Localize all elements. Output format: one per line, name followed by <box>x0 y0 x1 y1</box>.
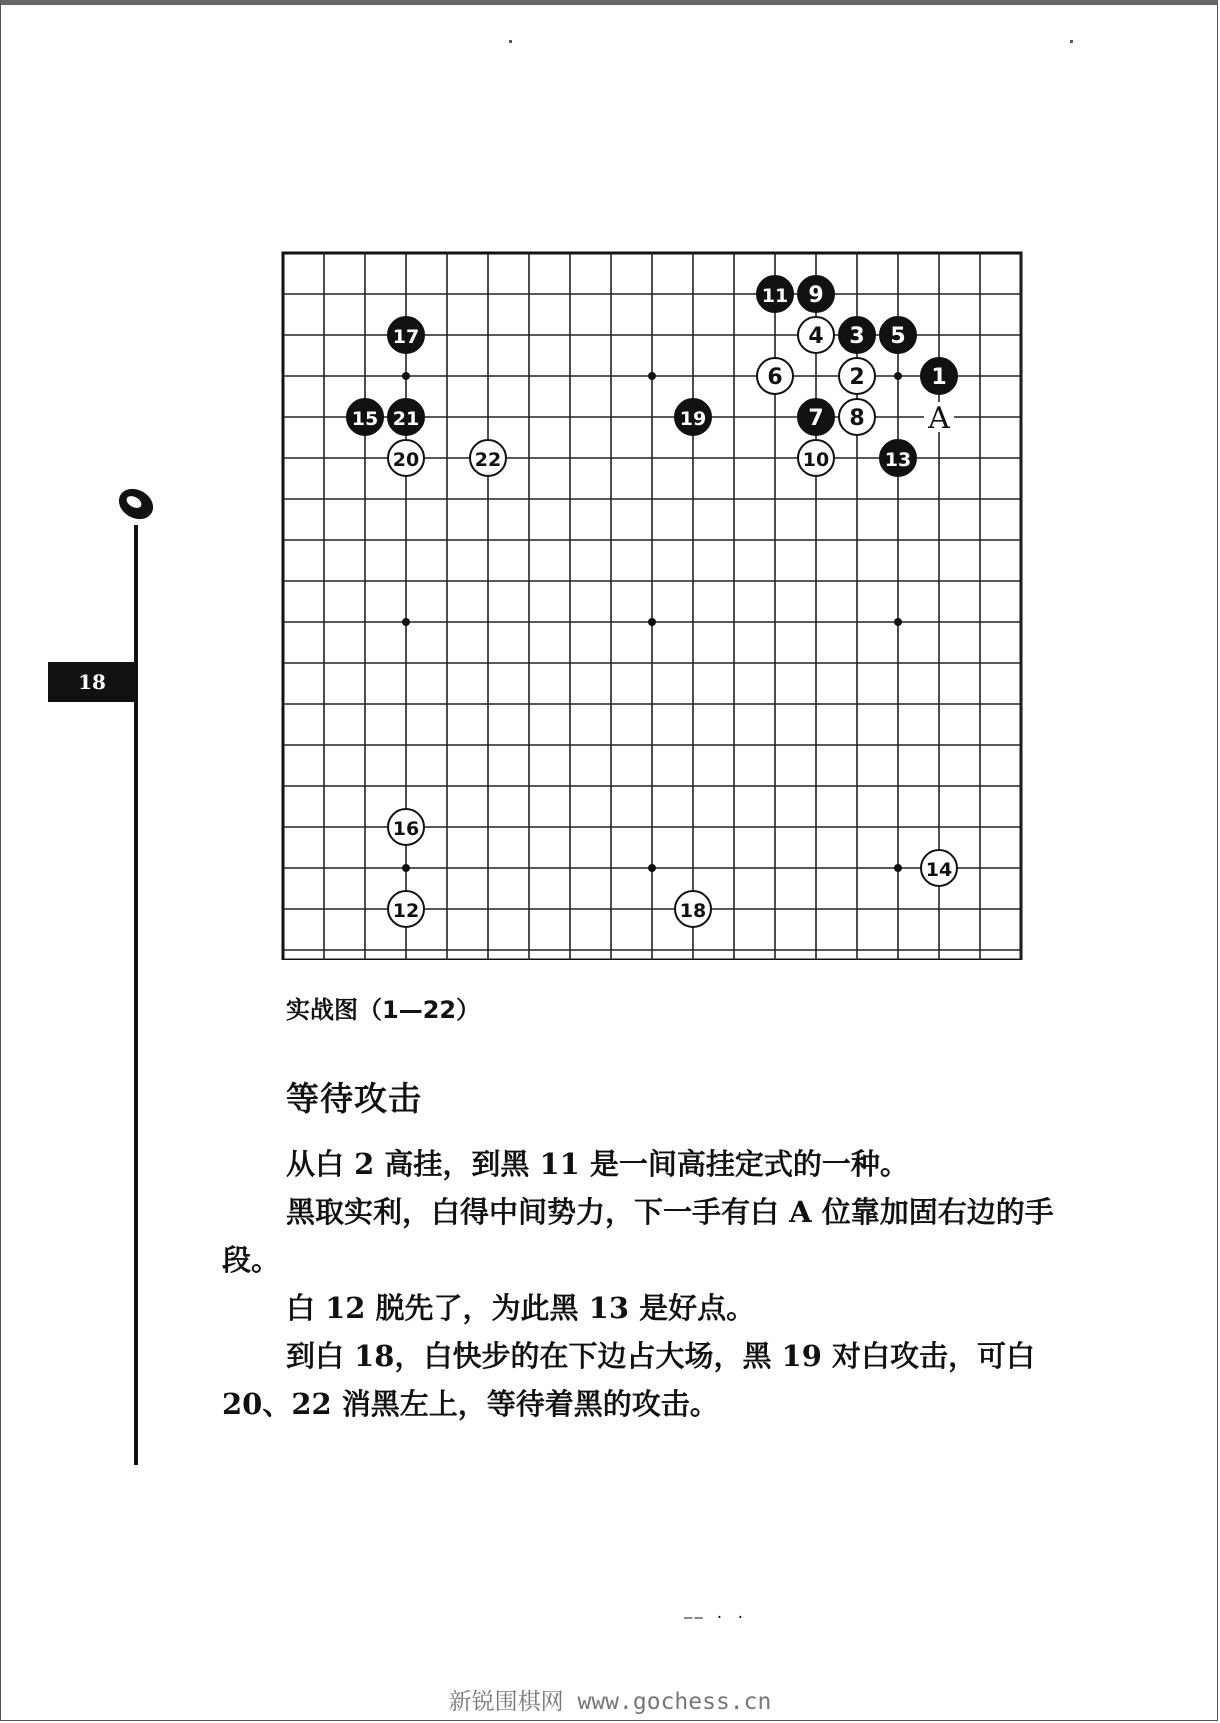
stone-number: 19 <box>679 408 707 430</box>
stone-number: 12 <box>392 900 420 922</box>
stone-number: 21 <box>392 408 420 430</box>
go-board-diagram <box>280 250 1030 960</box>
figure-caption: 实战图（1—22） <box>286 996 481 1024</box>
paragraph: 从白 2 高挂，到黑 11 是一间高挂定式的一种。 <box>286 1147 909 1181</box>
star-point <box>894 372 902 380</box>
stone-number: 11 <box>761 285 789 307</box>
position-marker-label: A <box>928 401 950 436</box>
stone-number: 2 <box>849 365 865 390</box>
stone-number: 3 <box>849 324 865 349</box>
stone-number: 9 <box>808 283 824 308</box>
paragraph: 黑取实利，白得中间势力，下一手有白 A 位靠加固右边的手段。 <box>222 1195 1054 1277</box>
stone-number: 16 <box>392 818 420 840</box>
stone-number: 6 <box>767 365 783 390</box>
stone-number: 14 <box>925 859 953 881</box>
footer-mark: —— · · <box>684 1610 747 1626</box>
section-heading: 等待攻击 <box>286 1079 422 1118</box>
stone-number: 4 <box>808 324 824 349</box>
star-point <box>894 618 902 626</box>
stone-number: 8 <box>849 406 865 431</box>
scan-speck <box>509 40 512 43</box>
watermark: 新锐围棋网 www.gochess.cn <box>448 1689 772 1715</box>
stone-number: 1 <box>931 365 947 390</box>
go-stone-ornament-icon <box>114 482 158 526</box>
page-number: 18 <box>78 670 106 694</box>
star-point <box>402 618 410 626</box>
star-point <box>402 372 410 380</box>
stone-number: 10 <box>802 449 830 471</box>
star-point <box>648 372 656 380</box>
stone-number: 7 <box>808 406 824 431</box>
stone-number: 20 <box>392 449 420 471</box>
star-point <box>648 618 656 626</box>
stone-number: 18 <box>679 900 707 922</box>
stone-number: 5 <box>890 324 906 349</box>
paragraph: 到白 18，白快步的在下边占大场，黑 19 对白攻击，可白 20、22 消黑左上，等待着黑的攻击。 <box>222 1339 1036 1421</box>
stone-number: 15 <box>351 408 379 430</box>
star-point <box>402 864 410 872</box>
stone-number: 13 <box>884 449 912 471</box>
star-point <box>894 864 902 872</box>
stone-number: 22 <box>474 449 502 471</box>
stone-number: 17 <box>392 326 420 348</box>
scan-speck <box>1070 40 1073 43</box>
paragraph: 白 12 脱先了，为此黑 13 是好点。 <box>286 1291 756 1325</box>
body-text <box>222 1140 1082 1428</box>
star-point <box>648 864 656 872</box>
page-number-tab <box>48 662 136 702</box>
